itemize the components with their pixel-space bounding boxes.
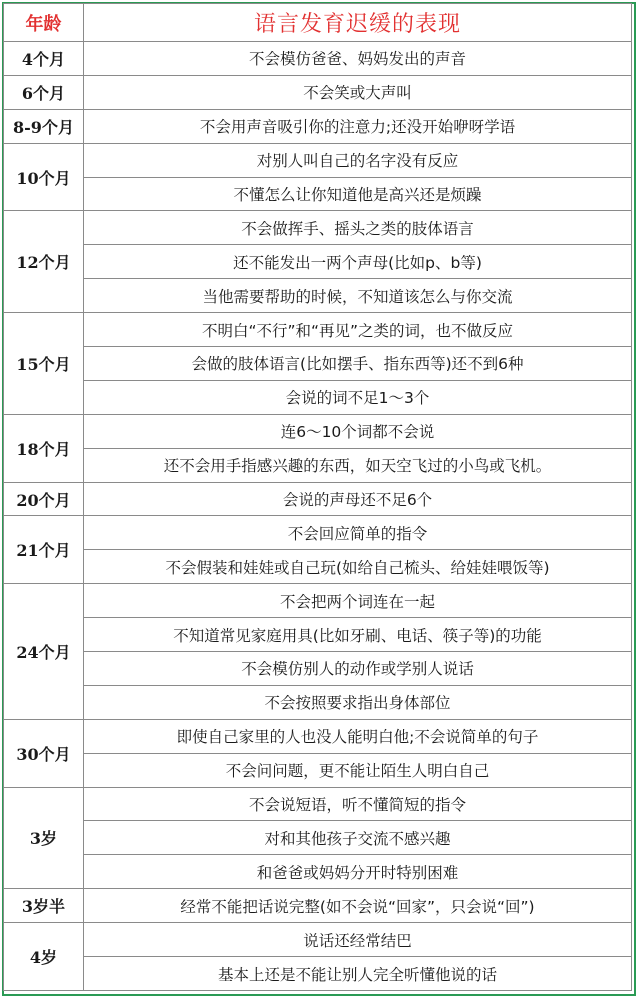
- table-body: [4, 42, 632, 991]
- age-cell: 15个月: [4, 313, 84, 415]
- age-cell: 4个月: [4, 42, 84, 76]
- description-cell: 和爸爸或妈妈分开时特别困难: [84, 855, 632, 889]
- table-row: [4, 42, 632, 76]
- language-delay-table: [3, 3, 632, 991]
- table-row: [4, 414, 632, 448]
- table-row: [4, 957, 632, 991]
- description-cell: 说话还经常结巴: [84, 923, 632, 957]
- description-cell: 不会模仿爸爸、妈妈发出的声音: [84, 42, 632, 76]
- description-cell: 不懂怎么让你知道他是高兴还是烦躁: [84, 177, 632, 211]
- description-cell: 不会笑或大声叫: [84, 75, 632, 109]
- table-row: [4, 313, 632, 347]
- table-row: [4, 347, 632, 381]
- description-cell: 不知道常见家庭用具(比如牙刷、电话、筷子等)的功能: [84, 618, 632, 652]
- age-cell: 21个月: [4, 516, 84, 584]
- table-row: [4, 245, 632, 279]
- description-cell: 连6～10个词都不会说: [84, 414, 632, 448]
- table-row: [4, 279, 632, 313]
- table-row: [4, 211, 632, 245]
- table-row: [4, 109, 632, 143]
- description-cell: 会说的声母还不足6个: [84, 482, 632, 516]
- age-cell: 30个月: [4, 719, 84, 787]
- description-cell: 不明白“不行”和“再见”之类的词，也不做反应: [84, 313, 632, 347]
- age-cell: 12个月: [4, 211, 84, 313]
- table-row: [4, 618, 632, 652]
- description-cell: 还不会用手指感兴趣的东西，如天空飞过的小鸟或飞机。: [84, 448, 632, 482]
- table-row: [4, 448, 632, 482]
- description-cell: 会做的肢体语言(比如摆手、指东西等)还不到6种: [84, 347, 632, 381]
- description-column-header: 语言发育迟缓的表现: [84, 4, 632, 42]
- description-cell: 不会回应简单的指令: [84, 516, 632, 550]
- age-cell: 18个月: [4, 414, 84, 482]
- table-row: [4, 652, 632, 686]
- description-cell: 不会把两个词连在一起: [84, 584, 632, 618]
- age-cell: 6个月: [4, 75, 84, 109]
- description-cell: 基本上还是不能让别人完全听懂他说的话: [84, 957, 632, 991]
- table-row: [4, 719, 632, 753]
- description-cell: 不会问问题，更不能让陌生人明白自己: [84, 753, 632, 787]
- table-row: [4, 821, 632, 855]
- table-row: [4, 143, 632, 177]
- description-cell: 不会用声音吸引你的注意力;还没开始咿呀学语: [84, 109, 632, 143]
- description-cell: 会说的词不足1～3个: [84, 380, 632, 414]
- table-row: [4, 855, 632, 889]
- table-header-row: [4, 4, 632, 42]
- description-cell: 不会假装和娃娃或自己玩(如给自己梳头、给娃娃喂饭等): [84, 550, 632, 584]
- table-row: [4, 516, 632, 550]
- table-row: [4, 787, 632, 821]
- age-cell: 3岁: [4, 787, 84, 889]
- table-row: [4, 923, 632, 957]
- age-cell: 8-9个月: [4, 109, 84, 143]
- age-cell: 3岁半: [4, 889, 84, 923]
- age-column-header: 年龄: [4, 4, 84, 42]
- age-cell: 20个月: [4, 482, 84, 516]
- description-cell: 对别人叫自己的名字没有反应: [84, 143, 632, 177]
- table-row: [4, 584, 632, 618]
- table-row: [4, 75, 632, 109]
- table-row: [4, 889, 632, 923]
- description-cell: 经常不能把话说完整(如不会说“回家”，只会说“回”): [84, 889, 632, 923]
- description-cell: 对和其他孩子交流不感兴趣: [84, 821, 632, 855]
- table-row: [4, 380, 632, 414]
- description-cell: 即使自己家里的人也没人能明白他;不会说简单的句子: [84, 719, 632, 753]
- description-cell: 当他需要帮助的时候，不知道该怎么与你交流: [84, 279, 632, 313]
- age-cell: 10个月: [4, 143, 84, 211]
- table-row: [4, 685, 632, 719]
- table-row: [4, 177, 632, 211]
- table-row: [4, 753, 632, 787]
- table-row: [4, 550, 632, 584]
- description-cell: 不会说短语，听不懂简短的指令: [84, 787, 632, 821]
- age-cell: 24个月: [4, 584, 84, 720]
- description-cell: 不会按照要求指出身体部位: [84, 685, 632, 719]
- table-row: [4, 482, 632, 516]
- description-cell: 还不能发出一两个声母(比如p、b等): [84, 245, 632, 279]
- description-cell: 不会做挥手、摇头之类的肢体语言: [84, 211, 632, 245]
- description-cell: 不会模仿别人的动作或学别人说话: [84, 652, 632, 686]
- age-cell: 4岁: [4, 923, 84, 991]
